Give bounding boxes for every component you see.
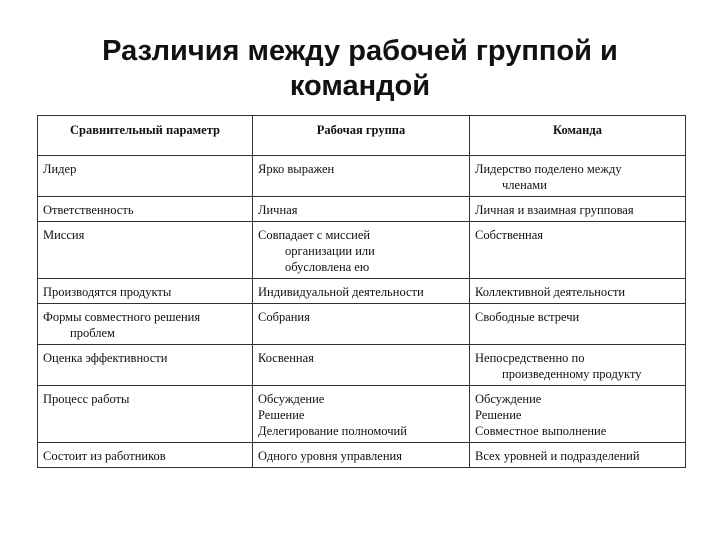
table-row-responsibility <box>38 197 686 222</box>
table-cell <box>253 443 470 468</box>
cell-text: Собрания <box>258 310 310 324</box>
cell-text: Миссия <box>43 228 85 242</box>
cell-text: Производятся продукты <box>43 285 172 299</box>
header-work-group: Рабочая группа <box>253 116 470 156</box>
table-cell <box>38 156 253 197</box>
table-cell <box>470 443 686 468</box>
cell-text: Собственная <box>475 228 544 242</box>
cell-text: Косвенная <box>258 351 314 365</box>
table-cell <box>38 345 253 386</box>
table-cell <box>470 345 686 386</box>
table-cell <box>38 279 253 304</box>
cell-text: Состоит из работников <box>43 449 166 463</box>
table-row-leader <box>38 156 686 197</box>
cell-text: Коллективной деятельности <box>475 285 626 299</box>
cell-text: Непосредственно по произведенному продукту <box>475 351 642 381</box>
cell-text: Совпадает с миссией организации или обусловлена ею <box>258 228 375 274</box>
table-cell <box>38 197 253 222</box>
table-cell <box>253 222 470 279</box>
table-cell <box>470 386 686 443</box>
cell-text: Свободные встречи <box>475 310 580 324</box>
table-cell <box>38 443 253 468</box>
header-team: Команда <box>470 116 686 156</box>
table-cell <box>253 156 470 197</box>
table-cell <box>470 197 686 222</box>
table-cell <box>470 304 686 345</box>
table-cell <box>38 386 253 443</box>
cell-text: Обсуждение Решение Делегирование полномочий <box>258 392 407 438</box>
table-cell <box>253 279 470 304</box>
header-parameter: Сравнительный параметр <box>38 116 253 156</box>
cell-text: Формы совместного решения проблем <box>43 310 201 340</box>
cell-text: Оценка эффективности <box>43 351 168 365</box>
table-row-composition <box>38 443 686 468</box>
cell-text: Личная <box>258 203 298 217</box>
table-cell <box>470 279 686 304</box>
table-cell <box>38 222 253 279</box>
table-cell <box>253 386 470 443</box>
table-header-row <box>38 116 686 156</box>
table-cell <box>253 345 470 386</box>
cell-text: Личная и взаимная групповая <box>475 203 634 217</box>
cell-text: Процесс работы <box>43 392 130 406</box>
table-row-problem-solving <box>38 304 686 345</box>
table-row-work-process <box>38 386 686 443</box>
cell-text: Одного уровня управления <box>258 449 402 463</box>
cell-text: Всех уровней и подразделений <box>475 449 640 463</box>
cell-text: Ярко выражен <box>258 162 335 176</box>
page-title: Различия между рабочей группой и командой <box>102 35 618 102</box>
table-row-efficiency <box>38 345 686 386</box>
comparison-table <box>37 115 686 468</box>
table-cell <box>470 156 686 197</box>
table-cell <box>253 197 470 222</box>
cell-text: Индивидуальной деятельности <box>258 285 424 299</box>
cell-text: Ответственность <box>43 203 134 217</box>
table-cell <box>253 304 470 345</box>
cell-text: Лидер <box>43 162 77 176</box>
cell-text: Обсуждение Решение Совместное выполнение <box>475 392 607 438</box>
cell-text: Лидерство поделено между членами <box>475 162 622 192</box>
table-cell <box>470 222 686 279</box>
table-row-mission <box>38 222 686 279</box>
table-row-products <box>38 279 686 304</box>
table-cell <box>38 304 253 345</box>
